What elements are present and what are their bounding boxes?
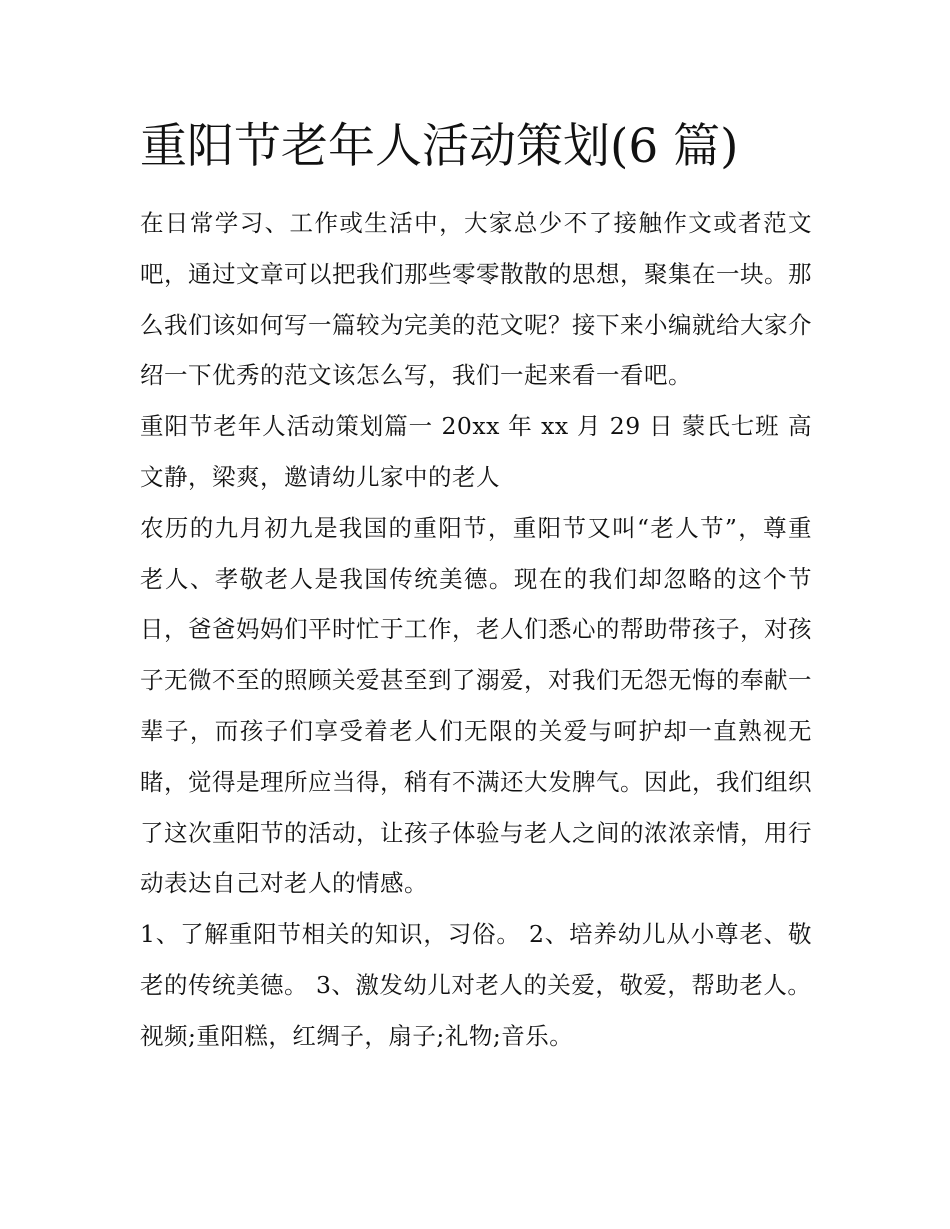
paragraph-activity-info: 重阳节老年人活动策划篇一 20xx 年 xx 月 29 日 蒙氏七班 高文静，梁爽，邀请幼儿家中的老人 [140,412,812,491]
paragraph-background: 农历的九月初九是我国的重阳节，重阳节又叫“老人节”，尊重老人、孝敬老人是我国传统美德。现在的我们却忽略的这个节日，爸爸妈妈们平时忙于工作，老人们悉心的帮助带孩子，对孩子无微不至的照顾关爱甚至到了溺爱，对我们无怨无悔的奉献一辈子，而孩子们享受着老人们无限的关爱与呵护却一直熟视无睹，觉得是理所应当得，稍有不满还大发脾气。因此，我们组织了这次重阳节的活动，让孩子体验与老人之间的浓浓亲情，用行动表达自己对老人的情感。 [140,513,812,898]
paragraph-intro: 在日常学习、工作或生活中，大家总少不了接触作文或者范文吧，通过文章可以把我们那些零零散散的思想，聚集在一块。那么我们该如何写一篇较为完美的范文呢？接下来小编就给大家介绍一下优秀的范文该怎么写，我们一起来看一看吧。 [140,209,812,390]
page-title: 重阳节老年人活动策划(6 篇) [140,119,739,174]
paragraph-goals: 1、了解重阳节相关的知识，习俗。 2、培养幼儿从小尊老、敬老的传统美德。 3、激发幼儿对老人的关爱，敬爱，帮助老人。 [140,920,812,999]
paragraph-materials: 视频;重阳糕，红绸子，扇子;礼物;音乐。 [140,1021,574,1050]
document-body [140,198,812,1062]
